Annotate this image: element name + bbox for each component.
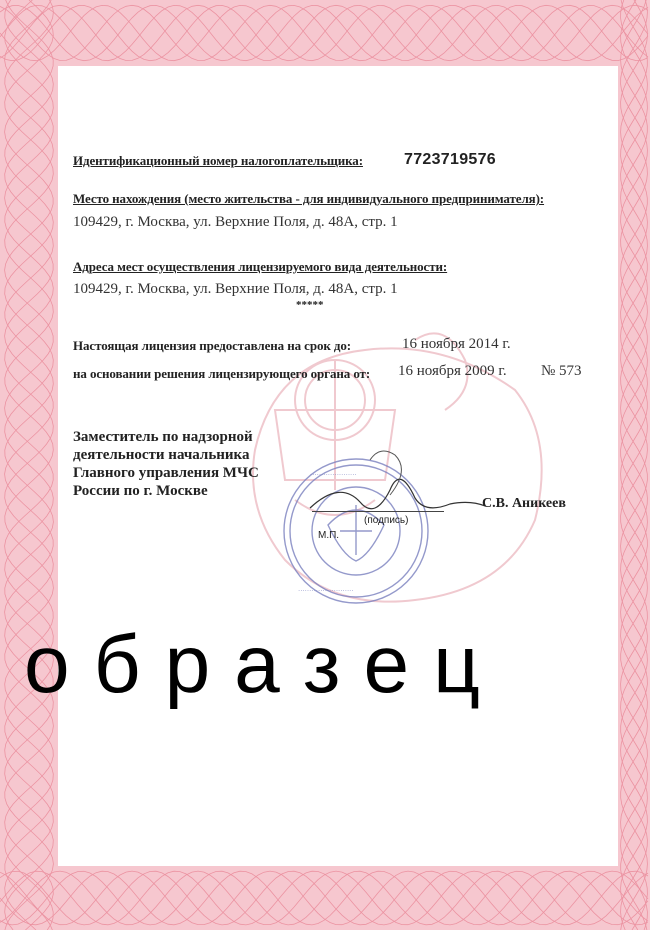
validity-value: 16 ноября 2014 г. — [402, 336, 511, 352]
decision-number: № 573 — [541, 363, 582, 379]
location-label: Место нахождения (место жительства - для индивидуального предпринимателя): — [73, 191, 545, 206]
activity-addresses-value: 109429, г. Москва, ул. Верхние Поля, д. 48А, стр. 1 — [73, 281, 398, 297]
seal-place-label: М.П. — [318, 530, 340, 541]
sample-watermark: образец — [24, 619, 505, 710]
svg-text:·························: ························· — [298, 587, 354, 595]
decision-date: 16 ноября 2009 г. — [398, 363, 507, 379]
separator: ***** — [296, 299, 324, 311]
location-value: 109429, г. Москва, ул. Верхние Поля, д. 48А, стр. 1 — [73, 214, 398, 230]
signature-line — [312, 511, 444, 512]
taxpayer-id-label: Идентификационный номер налогоплательщика: — [73, 153, 363, 168]
signature-caption: (подпись) — [364, 515, 409, 526]
signatory-name: С.В. Аникеев — [482, 496, 566, 511]
signatory-position: Заместитель по надзорной деятельности начальника Главного управления МЧС России по г. Москве — [73, 429, 259, 499]
activity-addresses-label: Адреса мест осуществления лицензируемого вида деятельности: — [73, 259, 448, 274]
svg-text:·····················: ····················· — [310, 471, 357, 479]
decision-label: на основании решения лицензирующего органа от: — [73, 366, 371, 381]
validity-label: Настоящая лицензия предоставлена на срок до: — [73, 338, 352, 353]
taxpayer-id-value: 7723719576 — [404, 151, 496, 168]
